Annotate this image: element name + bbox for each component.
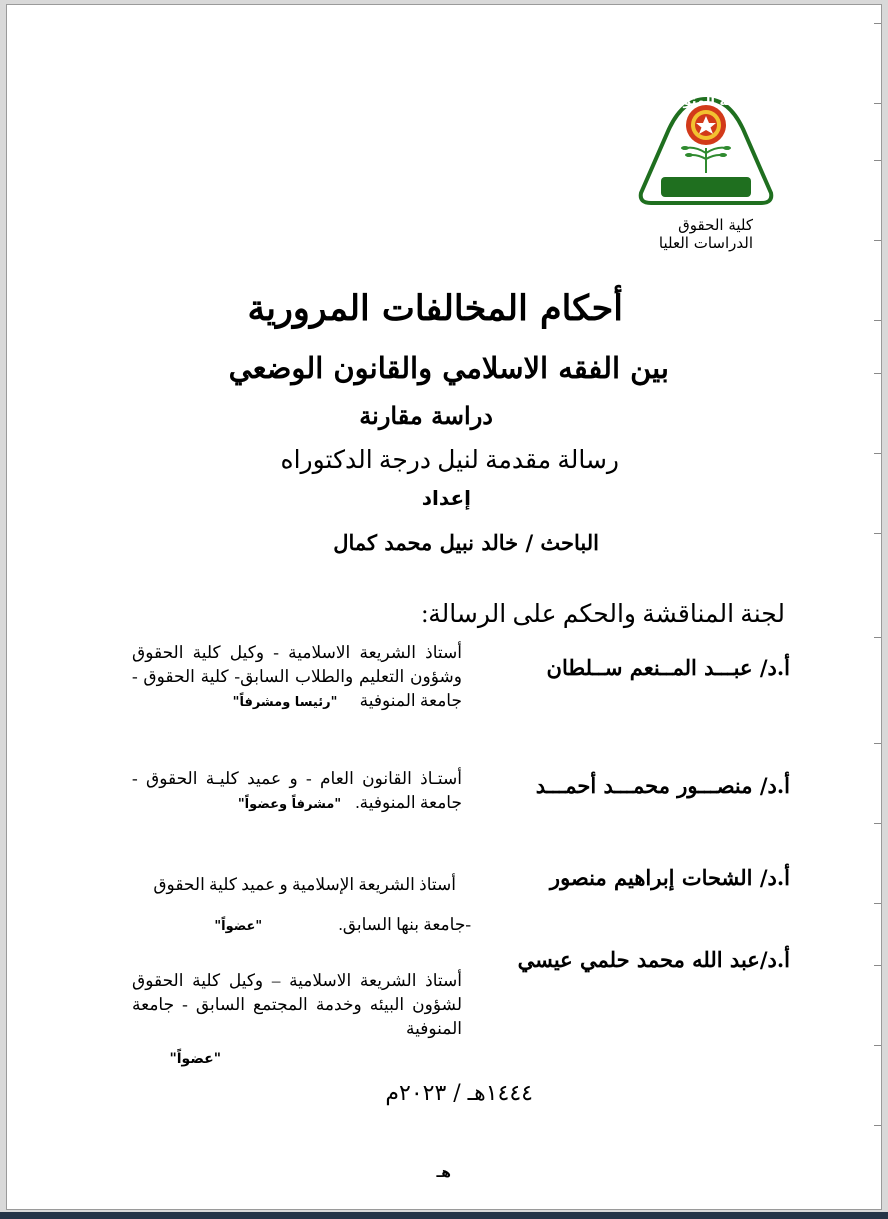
degree-statement: رسالة مقدمة لنيل درجة الدكتوراه	[280, 447, 619, 474]
ruler-mark	[874, 637, 881, 638]
document-page	[6, 4, 882, 1210]
thesis-title: أحكام المخالفات المرورية	[247, 288, 623, 329]
member-description: أستاذ الشريعة الاسلامية - وكيل كلية الحقوق وشؤون التعليم والطلاب السابق- كلية الحقوق - جامعة المنوفية "رئيسا ومشرفاً"	[132, 643, 462, 710]
member-name: أ.د/ الشحات إبراهيم منصور	[549, 865, 790, 890]
ruler-mark	[874, 1045, 881, 1046]
ruler-mark	[874, 320, 881, 321]
ruler-mark	[874, 240, 881, 241]
thesis-subtitle: بين الفقه الاسلامي والقانون الوضعي	[228, 351, 669, 385]
ruler-mark	[874, 160, 881, 161]
faculty-name: كلية الحقوق	[678, 216, 753, 234]
member-name: أ.د/عبد الله محمد حلمي عيسي	[517, 947, 790, 972]
window-bottom-bar	[0, 1212, 888, 1219]
page-number: هـ	[436, 1165, 451, 1181]
researcher-name: الباحث / خالد نبيل محمد كمال	[333, 530, 599, 555]
prepared-by-label: إعداد	[421, 486, 471, 510]
ruler-mark	[874, 453, 881, 454]
member-description: أستاذ الشريعة الإسلامية و عميد كلية الحقوق	[153, 875, 456, 894]
study-type: دراسة مقارنة	[359, 401, 493, 430]
member-description: أستـاذ القانون العام - و عميد كليـة الحقوق - جامعة المنوفية. "مشرفاً وعضواً"	[132, 769, 462, 812]
ruler-mark	[874, 533, 881, 534]
member-name: أ.د/ عبـــد المــنعم ســلطان	[546, 655, 790, 680]
logo-name: جامعة المنوفية	[661, 94, 757, 109]
member-role: "رئيسا ومشرفاً"	[232, 695, 338, 710]
ruler-mark	[874, 23, 881, 24]
ruler-mark	[874, 103, 881, 104]
ruler-mark	[874, 743, 881, 744]
university-logo	[631, 93, 781, 217]
member-role: "عضواً"	[169, 1051, 221, 1067]
department-name: الدراسات العليا	[658, 234, 753, 252]
member-description: أستاذ الشريعة الاسلامية – وكيل كلية الحقوق لشؤون البيئه وخدمة المجتمع السابق - جامعة المنوفية	[132, 971, 462, 1038]
member-description: -جامعة بنها السابق. "عضواً"	[214, 915, 471, 934]
committee-heading: لجنة المناقشة والحكم على الرسالة:	[421, 601, 785, 628]
ruler-mark	[874, 373, 881, 374]
member-name: أ.د/ منصـــور محمـــد أحمـــد	[535, 773, 790, 798]
ruler-mark	[874, 903, 881, 904]
ruler-mark	[874, 1125, 881, 1126]
ruler-mark	[874, 965, 881, 966]
member-role: "عضواً"	[214, 919, 263, 934]
ruler-mark	[874, 823, 881, 824]
member-role: "مشرفاً وعضواً"	[237, 797, 342, 812]
thesis-date: ١٤٤٤هـ / ٢٠٢٣م	[385, 1081, 533, 1106]
